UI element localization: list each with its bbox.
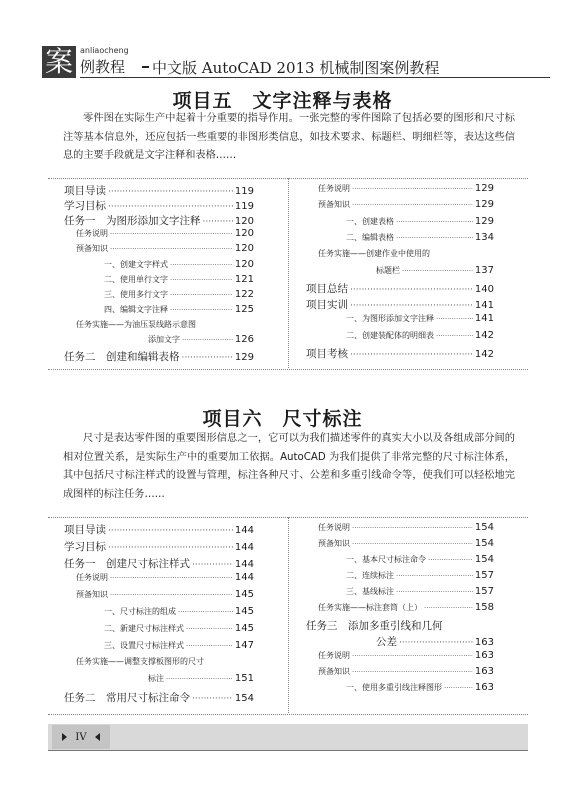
toc-leader-dots <box>110 591 233 599</box>
toc-entry-label: 预备知识 <box>318 200 350 210</box>
toc-leader-dots <box>170 291 233 299</box>
toc-entry[interactable] <box>64 198 254 213</box>
toc-entry-label: 二、使用单行文字 <box>104 274 168 284</box>
toc-page-number: 121 <box>234 273 254 285</box>
toc-entry-label: 项目导读 <box>64 185 106 197</box>
toc-entry[interactable] <box>318 602 494 613</box>
series-url: anliaocheng <box>80 46 129 55</box>
toc-entry-label: 任务实施——为油压泵线路示意图 <box>76 319 196 329</box>
toc-entry-label: 一、使用多重引线注释图形 <box>346 683 442 692</box>
toc-entry-label: 预备知识 <box>76 590 108 600</box>
toc-leader-dots <box>399 638 473 648</box>
toc-entry-label: 一、创建表格 <box>346 216 394 226</box>
series-brand: 例教程 <box>80 58 126 76</box>
toc-page-number: 126 <box>234 334 254 345</box>
toc-entry[interactable] <box>346 232 494 243</box>
toc-leader-dots <box>424 604 473 612</box>
toc-leader-dots <box>170 276 233 284</box>
toc-leader-dots <box>352 652 473 660</box>
toc-leader-dots <box>352 540 473 548</box>
toc-page-number: 122 <box>234 288 254 300</box>
toc-leader-dots <box>350 350 473 360</box>
section-title: 项目六 尺寸标注 <box>202 408 363 430</box>
triangle-right-icon <box>62 733 67 741</box>
toc-page-number: 163 <box>474 637 494 648</box>
toc-entry[interactable] <box>346 682 494 693</box>
footer-rule <box>48 750 528 751</box>
book-logo: 案 <box>42 46 76 78</box>
toc-leader-dots <box>436 315 473 323</box>
toc-entry-label: 二、创建装配体的明细表 <box>346 330 434 340</box>
toc-page-number: 141 <box>474 313 494 325</box>
toc-leader-dots <box>110 230 233 238</box>
toc-page-number: 119 <box>234 186 254 197</box>
toc-leader-dots <box>352 668 473 676</box>
toc-leader-dots <box>110 245 233 253</box>
book-title: 中文版 AutoCAD 2013 机械制图案例教程 <box>152 59 440 77</box>
toc-leader-dots <box>350 285 473 295</box>
toc-entry-label: 一、创建文字样式 <box>104 259 168 269</box>
toc-page-number: 158 <box>474 602 494 613</box>
toc-page-number: 129 <box>474 215 494 227</box>
toc-entry-label: 项目总结 <box>306 282 348 295</box>
toc-leader-dots <box>396 218 473 226</box>
toc-entry[interactable] <box>318 248 494 259</box>
toc-page-number: 145 <box>234 622 254 634</box>
toc-entry-label: 学习目标 <box>64 540 106 553</box>
toc-page-number: 141 <box>474 300 494 312</box>
toc-entry-label: 任务二 创建和编辑表格 <box>64 351 180 364</box>
toc-entry-label: 二、新建尺寸标注样式 <box>104 623 184 633</box>
toc-leader-dots <box>170 261 233 269</box>
toc-entry-label: 项目导读 <box>64 524 106 536</box>
section-intro: 零件图在实际生产中起着十分重要的指导作用。一张完整的零件图除了包括必要的图形和尺寸标注等基本信息外，还应包括一些重要的非图形类信息，如技术要求、标题栏、明细栏等，表达这些信息的主要手段就是文字注释和表格…… <box>63 113 515 161</box>
toc-entry[interactable] <box>318 199 494 210</box>
toc-page-number: 120 <box>234 243 254 255</box>
toc-leader-dots <box>170 306 233 314</box>
toc-entry[interactable] <box>318 183 494 194</box>
toc-entry-label: 学习目标 <box>64 200 106 213</box>
toc-entry[interactable] <box>346 570 494 581</box>
toc-divider <box>288 178 289 368</box>
toc-entry[interactable] <box>318 650 494 661</box>
toc-entry-label: 标题栏 <box>376 265 400 275</box>
toc-page-number: 142 <box>474 349 494 360</box>
toc-page-number: 154 <box>474 554 494 565</box>
toc-entry-label: 任务说明 <box>318 184 350 193</box>
toc-entry[interactable] <box>104 606 254 617</box>
toc-entry[interactable] <box>76 228 254 239</box>
toc-leader-dots <box>203 217 233 227</box>
toc-entry-label: 项目考核 <box>306 348 348 360</box>
toc-entry-label: 任务说明 <box>318 523 350 532</box>
toc-entry-label: 一、尺寸标注的组成 <box>104 607 176 616</box>
toc-leader-dots <box>182 353 233 363</box>
toc-page-number: 145 <box>234 589 254 601</box>
toc-page-number: 120 <box>234 258 254 270</box>
toc-leader-dots <box>436 332 473 340</box>
triangle-left-icon <box>95 733 100 741</box>
toc-leader-dots <box>396 234 473 242</box>
toc-entry[interactable] <box>64 213 254 228</box>
toc-entry[interactable] <box>64 690 254 705</box>
toc-entry[interactable] <box>64 349 254 364</box>
toc-entry-label: 添加文字 <box>148 335 180 344</box>
toc-leader-dots <box>352 201 473 209</box>
toc-entry[interactable] <box>76 589 254 600</box>
toc-entry[interactable] <box>346 586 494 597</box>
toc-entry-label: 四、编辑文字注释 <box>104 304 168 314</box>
toc-entry[interactable] <box>64 183 254 198</box>
page-number: IV <box>75 731 87 743</box>
toc-entry[interactable] <box>306 618 494 633</box>
toc-leader-dots <box>108 526 233 536</box>
toc-entry[interactable] <box>148 334 254 345</box>
toc-entry[interactable] <box>148 673 254 684</box>
footer-bar <box>48 724 528 750</box>
toc-entry-label: 三、使用多行文字 <box>104 289 168 299</box>
toc-page-number: 129 <box>474 199 494 211</box>
header-dash <box>142 66 149 68</box>
toc-entry[interactable] <box>346 216 494 227</box>
toc-page-number: 120 <box>234 216 254 228</box>
toc-entry[interactable] <box>64 522 254 537</box>
toc-entry[interactable] <box>76 572 254 583</box>
toc-leader-dots <box>402 267 473 275</box>
toc-entry[interactable] <box>76 656 254 667</box>
toc-page-number: 163 <box>474 682 494 693</box>
page-indicator <box>52 725 110 749</box>
toc-leader-dots <box>352 185 473 193</box>
toc-page-number: 144 <box>234 558 254 570</box>
toc-entry-label: 任务一 为图形添加文字注释 <box>64 215 201 228</box>
toc-page-number: 157 <box>474 586 494 597</box>
toc-entry-label: 任务说明 <box>76 573 108 583</box>
toc-leader-dots <box>108 202 233 212</box>
toc-leader-dots <box>444 684 473 692</box>
section-title: 项目五 文字注释与表格 <box>172 90 393 112</box>
toc-page-number: 134 <box>474 231 494 243</box>
toc-page-number: 144 <box>234 572 254 584</box>
toc-entry-label: 公差 <box>376 636 397 648</box>
toc-page-number: 154 <box>474 538 494 549</box>
toc-entry[interactable] <box>306 346 494 361</box>
toc-leader-dots <box>182 336 233 344</box>
toc-leader-dots <box>396 572 473 580</box>
toc-leader-dots <box>192 694 233 704</box>
toc-entry[interactable] <box>318 538 494 549</box>
toc-leader-dots <box>352 524 473 532</box>
toc-entry-label: 任务二 常用尺寸标注命令 <box>64 692 190 704</box>
toc-page-number: 129 <box>474 183 494 194</box>
toc-entry-label: 项目实训 <box>306 299 348 312</box>
toc-page-number: 163 <box>474 650 494 661</box>
toc-entry[interactable] <box>64 556 254 571</box>
toc-page-number: 154 <box>474 522 494 533</box>
toc-page-number: 154 <box>234 693 254 704</box>
toc-leader-dots <box>166 675 233 683</box>
toc-entry-label: 预备知识 <box>318 667 350 676</box>
header-rule <box>80 77 550 78</box>
toc-page-number: 147 <box>234 639 254 651</box>
toc-entry[interactable] <box>76 319 254 330</box>
toc-page-number: 157 <box>474 570 494 581</box>
toc-entry-label: 任务实施——创建作业中使用的 <box>318 249 430 259</box>
toc-entry[interactable] <box>306 297 494 312</box>
toc-page-number: 144 <box>234 541 254 553</box>
toc-entry[interactable] <box>306 281 494 296</box>
toc-entry-label: 任务说明 <box>318 651 350 660</box>
toc-entry[interactable] <box>346 554 494 565</box>
toc-entry[interactable] <box>104 289 254 300</box>
toc-page-number: 144 <box>234 525 254 536</box>
toc-leader-dots <box>396 588 473 596</box>
toc-entry[interactable] <box>64 539 254 554</box>
toc-page-number: 137 <box>474 264 494 276</box>
toc-page-number: 145 <box>234 606 254 617</box>
toc-entry-label: 三、基线标注 <box>346 587 394 596</box>
toc-page-number: 125 <box>234 303 254 315</box>
toc-entry-label: 标注 <box>148 674 164 684</box>
toc-entry-label: 预备知识 <box>76 244 108 254</box>
toc-entry-label: 二、编辑表格 <box>346 232 394 242</box>
toc-entry-label: 任务一 创建尺寸标注样式 <box>64 557 190 570</box>
toc-entry[interactable] <box>104 623 254 634</box>
toc-entry-label: 任务三 添加多重引线和几何 <box>306 620 443 632</box>
toc-entry[interactable] <box>376 634 494 649</box>
toc-entry-label: 任务实施——调整支撑板图形的尺寸 <box>76 657 204 667</box>
toc-divider <box>288 517 289 713</box>
toc-leader-dots <box>186 642 233 650</box>
toc-entry[interactable] <box>346 330 494 341</box>
toc-leader-dots <box>186 625 233 633</box>
toc-entry-label: 任务说明 <box>76 229 108 239</box>
toc-entry[interactable] <box>346 313 494 324</box>
toc-page-number: 129 <box>234 352 254 364</box>
toc-leader-dots <box>108 543 233 553</box>
toc-entry-label: 二、连续标注 <box>346 571 394 580</box>
toc-entry[interactable] <box>104 640 254 651</box>
running-header <box>38 44 528 80</box>
toc-page-number: 163 <box>474 666 494 677</box>
toc-entry-label: 一、为图形添加文字注释 <box>346 314 434 324</box>
toc-leader-dots <box>108 187 233 197</box>
toc-entry-label: 三、设置尺寸标注样式 <box>104 640 184 650</box>
toc-entry-label: 任务实施——标注套筒（上） <box>318 603 422 612</box>
toc-entry[interactable] <box>104 274 254 285</box>
toc-entry[interactable] <box>104 259 254 270</box>
toc-leader-dots <box>110 574 233 582</box>
toc-entry[interactable] <box>376 265 494 276</box>
toc-leader-dots <box>350 301 473 311</box>
toc-leader-dots <box>428 556 473 564</box>
toc-entry-label: 预备知识 <box>318 539 350 548</box>
toc-entry-label: 一、基本尺寸标注命令 <box>346 555 426 564</box>
toc-page-number: 140 <box>474 283 494 295</box>
toc-leader-dots <box>192 560 233 570</box>
toc-entry[interactable] <box>76 243 254 254</box>
toc-page-number: 151 <box>234 673 254 685</box>
toc-page-number: 119 <box>234 201 254 213</box>
toc-page-number: 142 <box>474 329 494 341</box>
toc-entry[interactable] <box>318 522 494 533</box>
toc-page-number: 120 <box>234 228 254 240</box>
toc-leader-dots <box>178 608 233 616</box>
toc-entry[interactable] <box>318 666 494 677</box>
section-intro: 尺寸是表达零件图的重要图形信息之一，它可以为我们描述零件的真实大小以及各组成部分间的相对位置关系，是实际生产中的重要加工依据。AutoCAD 为我们提供了非常完整的尺寸标注体系，其中包括尺寸标注样式的设置与管理，标注各种尺寸、公差和多重引线命令等，使我们可以轻松地完成图样的标注任务…… <box>63 433 515 500</box>
toc-entry[interactable] <box>104 304 254 315</box>
